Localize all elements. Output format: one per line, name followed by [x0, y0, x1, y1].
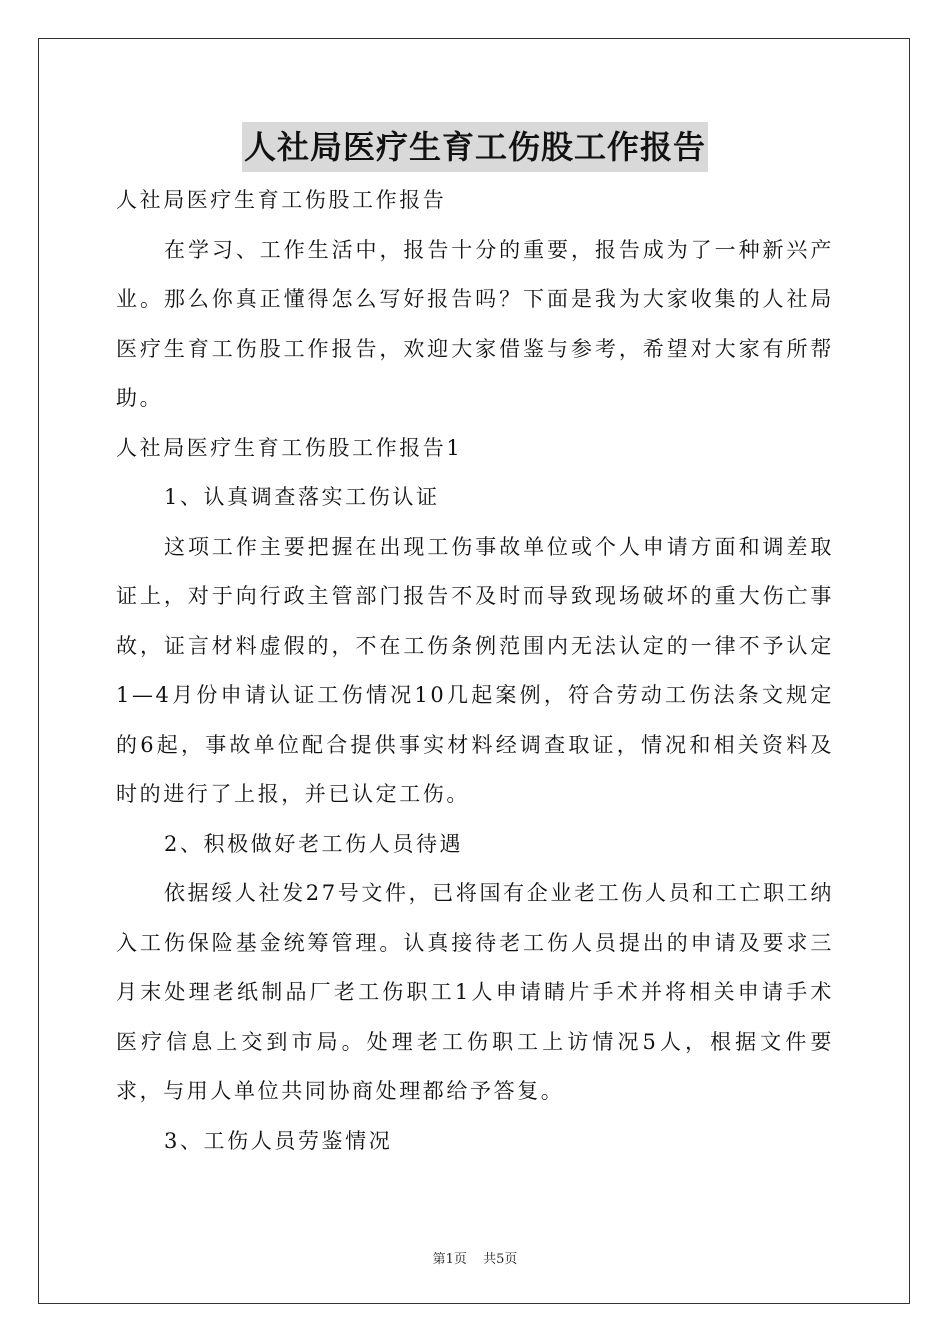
document-body [116, 176, 834, 1166]
paragraph: 这项工作主要把握在出现工伤事故单位或个人申请方面和调差取证上，对于向行政主管部门报告不及时而导致现场破坏的重大伤亡事故，证言材料虚假的，不在工伤条例范围内无法认定的一律不予认定1—4月份申请认证工伤情况10几起案例，符合劳动工伤法条文规定的6起，事故单位配合提供事实材料经调查取证，情况和相关资料及时的进行了上报，并已认定工伤。 [116, 534, 834, 806]
paragraph: 在学习、工作生活中，报告十分的重要，报告成为了一种新兴产业。那么你真正懂得怎么写好报告吗？下面是我为大家收集的人社局医疗生育工伤股工作报告，欢迎大家借鉴与参考，希望对大家有所帮助。 [116, 237, 834, 410]
section-heading: 3、工伤人员劳鉴情况 [164, 1128, 393, 1153]
page-total: 共5页 [483, 1252, 518, 1267]
section-heading: 2、积极做好老工伤人员待遇 [164, 831, 464, 856]
page-number: 第1页 [432, 1252, 467, 1267]
paragraph: 人社局医疗生育工伤股工作报告1 [116, 435, 463, 460]
document-title: 人社局医疗生育工伤股工作报告 [242, 122, 708, 172]
title-wrap [0, 122, 950, 172]
paragraph: 依据绥人社发27号文件，已将国有企业老工伤人员和工亡职工纳入工伤保险基金统筹管理。认真接待老工伤人员提出的申请及要求三月末处理老纸制品厂老工伤职工1人申请睛片手术并将相关申请手术医疗信息上交到市局。处理老工伤职工上访情况5人，根据文件要求，与用人单位共同协商处理都给予答复。 [116, 881, 834, 1103]
page-footer [0, 1248, 950, 1267]
section-heading: 1、认真调查落实工伤认证 [164, 485, 440, 509]
paragraph: 人社局医疗生育工伤股工作报告 [116, 188, 447, 212]
